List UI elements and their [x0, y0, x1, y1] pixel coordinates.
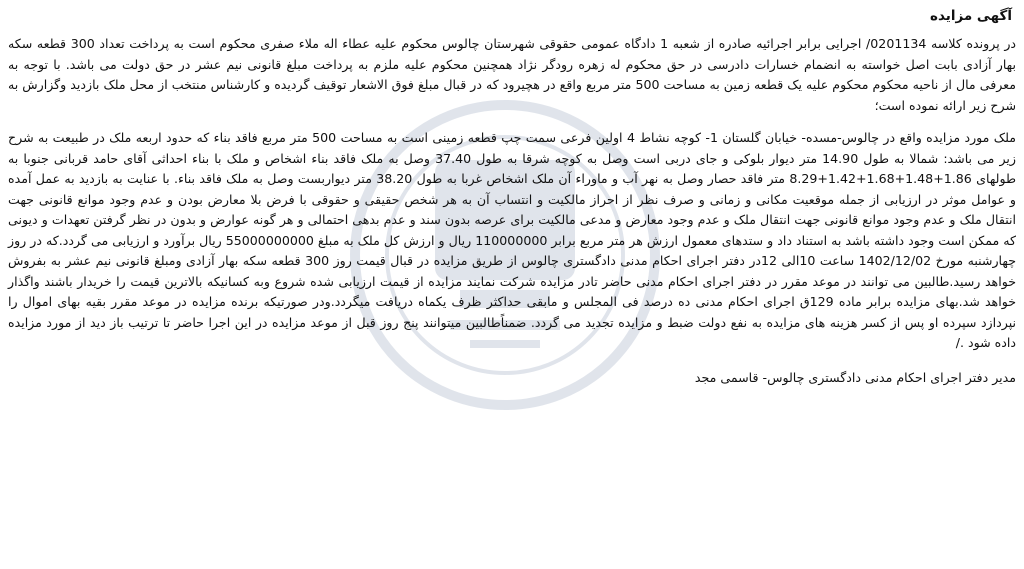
property-description-paragraph: ملک مورد مزایده واقع در چالوس-مسده- خیابان گلستان 1- کوچه نشاط 4 اولین فرعی سمت چپ قطعه زمینی است به مساحت 500 متر مربع فاقد بناء که حدود اربعه ملک در طبیعت به شرح زیر می باشد: شمالا به طول 14.90 متر دیوار بلوکی و جای دربی است وصل به کوچه شرقا به طول 37.40 وصل به ملک فاقد بناء اشخاص و ملک با بناء احداثی آقای حامد قربانی جنوبا به طولهای 1.86+1.48+1.68+1.42+8.29 متر فاقد حصار وصل به نهر آب و ماوراء آن ملک اشخاص غربا به طول 38.20 متر دیواربست وصل به ملک فاقد بناء. با عنایت به بازدید به عمل آمده و عوامل موثر در ارزیابی از جمله موقعیت مکانی و زمانی و صرف نظر از احراز مالکیت و انتساب آن به هر شخص حقیقی و حقوقی با فرض بلا معارض بودن و عدم وجود موانع قانونی جهت انتقال ملک و عدم وجود موانع قانونی جهت انتقال ملک و عدم وجود معارض و مدعی مالکیت برای عرصه بدون سند و عدم بدهی احتمالی و هر گونه عوارض و بدون در نظر گرفتن تعهدات و دیونی که ممکن است وجود داشته باشد به استناد داد و ستدهای معمول ارزش هر متر مربع برابر 110000000 ریال و ارزش کل ملک به مبلغ 55000000000 ریال برآورد و ارزیابی می گردد.که در روز چهارشنبه مورخ 1402/12/02 ساعت 10الی 12در دفتر اجرای احکام مدنی دادگستری چالوس از طریق مزایده در قبال قیمت روز 300 قطعه سکه بهار آزادی ومبلغ قانونی نیم عشر به بفروش خواهد رسید.طالبین می توانند در موعد مقرر در دفتر اجرای احکام مدنی حاضر تادر مزایده شرکت نمایند مزایده از قیمت ارزیابی شده شروع وبه کسانیکه بالاترین قیمت را خریدار باشند واگذار خواهد شد.بهای مزایده برابر ماده 129ق اجرای احکام مدنی ده درصد فی المجلس و مابقی حداکثر ظرف یکماه دریافت میگردد.ودر صورتیکه برنده مزایده در موعد مقرر بقیه بهای اموال را نپردازد سپرده او پس از کسر هزینه های مزایده به نفع دولت ضبط و مزایده تجدید می گردد. ضمناًطالبین میتوانند پنج روز قبل از موعد مزایده در این اجرا حاضر تا ترتیب باز دید از مورد مزایده داده شود ./ — [8, 130, 1016, 350]
case-paragraph: در پرونده کلاسه 0201134/ اجرایی برابر اجرائیه صادره از شعبه 1 دادگاه عمومی حقوقی شهرستان چالوس محکوم علیه عطاء اله ملاء صفری محکوم است به پرداخت تعداد 300 قطعه سکه بهار آزادی بابت اصل خواسته به انضمام خسارات دادرسی در حق محکوم له زهره رودگر نژاد همچنین محکوم علیه ملزم به پرداخت مبلغ قانونی نیم عشر در حق دولت می باشد. با توجه به معرفی مال از ناحیه محکوم محکوم علیه یک قطعه زمین به مساحت 500 متر مربع واقع در هچیرود که در قبال مبلغ فوق الاشعار توقیف گردیده و کارشناس منتخب از محل ملک بازدید وگزارش به شرح زیر ارائه نموده است؛ — [8, 36, 1017, 113]
auction-notice — [8, 4, 1016, 564]
notice-title: آگهی مزایده — [930, 8, 1012, 24]
signature-line: مدیر دفتر اجرای احکام مدنی دادگستری چالوس- قاسمی مجد — [694, 369, 1016, 385]
